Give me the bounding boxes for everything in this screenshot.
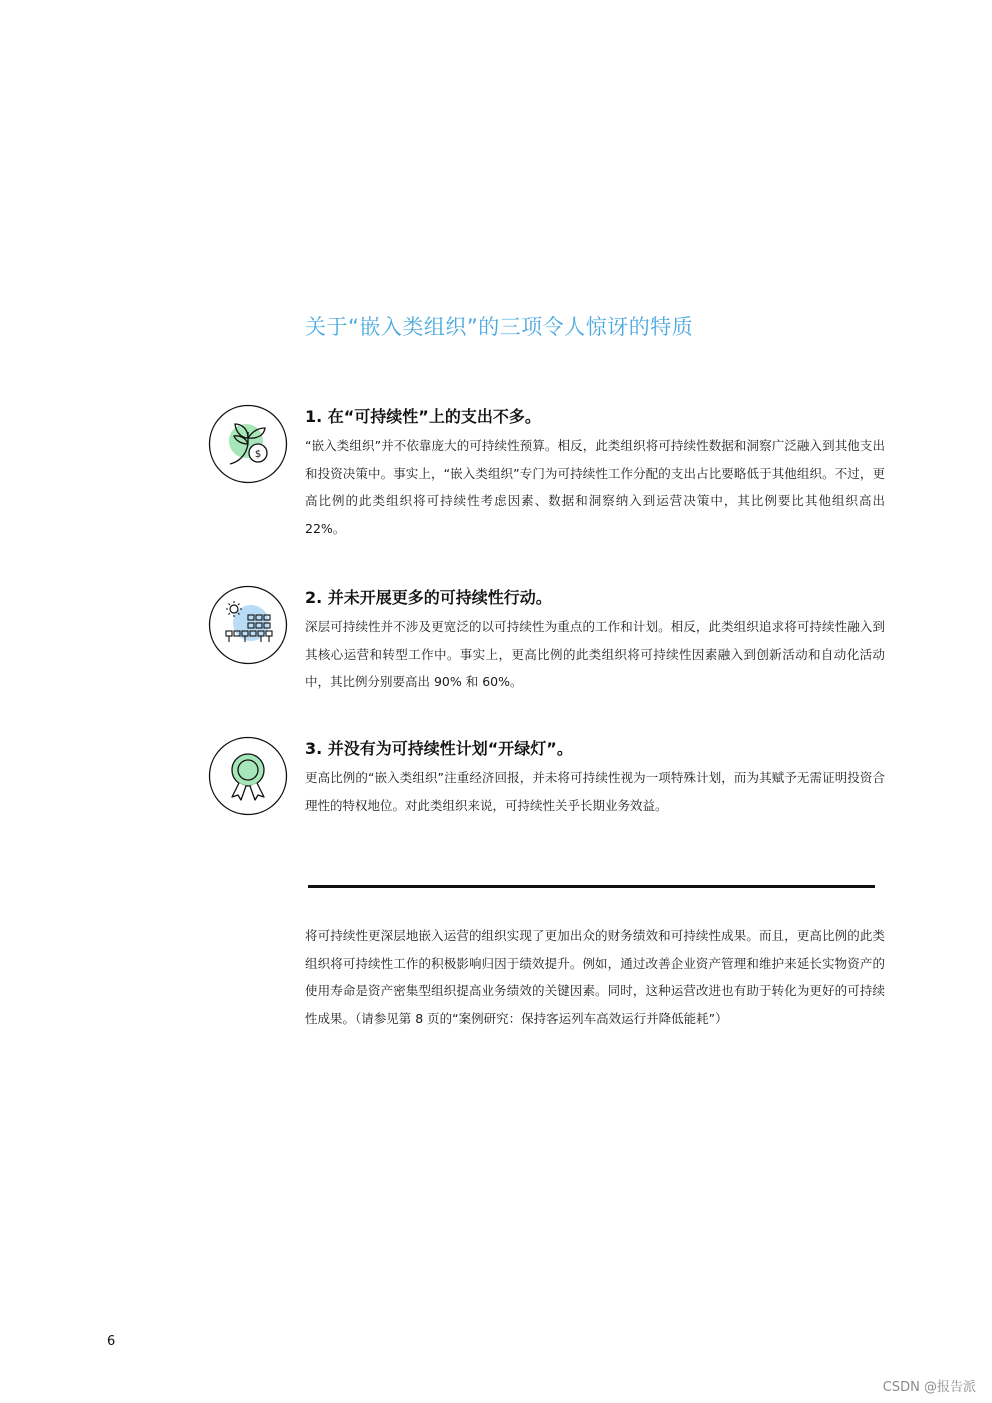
plant-coin-icon [208, 404, 288, 484]
summary-paragraph: 将可持续性更深层地嵌入运营的组织实现了更加出众的财务绩效和可持续性成果。而且，更高比例的此类组织将可持续性工作的积极影响归因于绩效提升。例如，通过改善企业资产管理和维护来延长实物资产的使用寿命是资产密集型组织提高业务绩效的关键因素。同时，这种运营改进也有助于转化为更好的可持续性成果。（请参见第 8 页的“案例研究：保持客运列车高效运行并降低能耗”） [305, 928, 885, 1026]
award-ribbon-icon [208, 736, 288, 816]
svg-text:$: $ [254, 449, 262, 460]
feature-heading: 2. 并未开展更多的可持续性行动。 [305, 588, 552, 607]
feature-body: “嵌入类组织”并不依靠庞大的可持续性预算。相反，此类组织将可持续性数据和洞察广泛融入到其他支出和投资决策中。事实上，“嵌入类组织”专门为可持续性工作分配的支出占比要略低于其他组织。不过，更高比例的此类组织将可持续性考虑因素、数据和洞察纳入到运营决策中，其比例要比其他组织高出 22%。 [305, 438, 885, 536]
page-title: 关于“嵌入类组织”的三项令人惊讶的特质 [305, 315, 694, 339]
feature-heading: 3. 并没有为可持续性计划“开绿灯”。 [305, 739, 573, 758]
solar-panel-icon [208, 585, 288, 665]
feature-heading: 1. 在“可持续性”上的支出不多。 [305, 407, 541, 426]
feature-body: 深层可持续性并不涉及更宽泛的以可持续性为重点的工作和计划。相反，此类组织追求将可持续性融入到其核心运营和转型工作中。事实上，更高比例的此类组织将可持续性因素融入到创新活动和自动化活动中，其比例分别要高出 90% 和 60%。 [305, 619, 885, 689]
section-divider [308, 885, 875, 888]
page-number: 6 [107, 1334, 116, 1349]
watermark: CSDN @报告派 [882, 1380, 976, 1395]
feature-body: 更高比例的“嵌入类组织”注重经济回报，并未将可持续性视为一项特殊计划，而为其赋予无需证明投资合理性的特权地位。对此类组织来说，可持续性关乎长期业务效益。 [305, 770, 885, 813]
